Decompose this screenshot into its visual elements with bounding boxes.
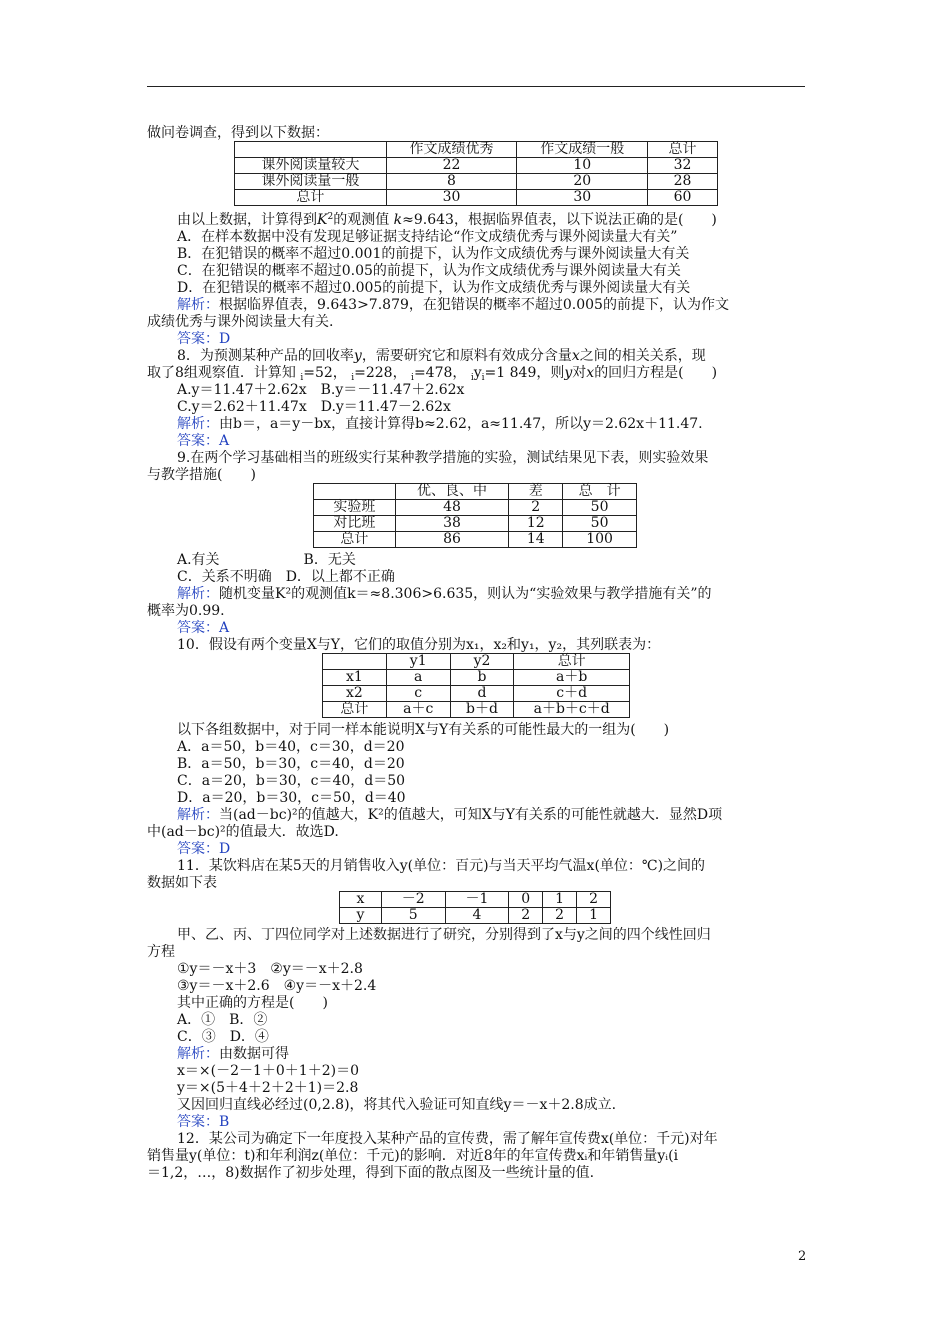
table-cell: 总计: [648, 142, 718, 158]
table-cell: 38: [395, 516, 509, 532]
table-cell: d: [450, 686, 514, 702]
table-cell: y2: [450, 654, 514, 670]
table-cell: x2: [323, 686, 387, 702]
q7-option-b: B．在犯错误的概率不超过0.001的前提下，认为作文成绩优秀与课外阅读量大有关: [177, 246, 690, 262]
table-cell: 0: [509, 892, 543, 908]
table-cell: 总 计: [563, 484, 637, 500]
q11-options-ab: A．① B．②: [177, 1012, 268, 1028]
table-cell: 总计: [314, 532, 396, 548]
table-cell: c＋d: [514, 686, 630, 702]
table-cell: 50: [563, 516, 637, 532]
table-cell: 差: [509, 484, 563, 500]
table-row: [314, 500, 637, 516]
q10-solution-cont: 中(ad－bc)²的值最大．故选D.: [147, 824, 339, 840]
table-cell: 2: [509, 500, 563, 516]
page-number: 2: [798, 1249, 807, 1264]
q8-stem-cont: 取了8组观察值．计算知 $_i$=52， $_i$=228， $_i$=478， $_iy_i=1$ 849，则y对x的回归方程是( ): [147, 365, 718, 383]
q7-option-a: A．在样本数据中没有发现足够证据支持结论“作文成绩优秀与课外阅读量大有关”: [177, 229, 678, 245]
q10-option-a: A．a＝50，b＝40，c＝30，d＝20: [177, 739, 405, 755]
table-cell: 10: [517, 158, 648, 174]
table-cell: 课外阅读量较大: [235, 158, 387, 174]
q7-stem: 由以上数据，计算得到$K^2$的观测值 k≈9.643，根据临界值表，以下说法正确的是( ): [177, 212, 717, 228]
table-header-row: [314, 484, 637, 500]
table-cell: b＋d: [450, 702, 514, 718]
table-cell: [235, 142, 387, 158]
table-cell: －1: [445, 892, 509, 908]
contingency-table: [322, 653, 630, 718]
table-cell: a: [386, 670, 450, 686]
table-cell: y1: [386, 654, 450, 670]
table-cell: 50: [563, 500, 637, 516]
table-cell: 22: [386, 158, 517, 174]
q10-question: 以下各组数据中，对于同一样本能说明X与Y有关系的可能性最大的一组为( ): [177, 722, 670, 738]
q9-stem-cont: 与教学措施( ): [147, 467, 256, 483]
q8-stem: 8．为预测某种产品的回收率y，需要研究它和原料有效成分含量x之间的相关关系，现: [177, 348, 706, 364]
q9-answer: 答案：A: [177, 620, 230, 636]
table-cell: 12: [509, 516, 563, 532]
table-cell: 14: [509, 532, 563, 548]
q10-option-c: C．a＝20，b＝30，c＝40，d＝50: [177, 773, 406, 789]
table-cell: x1: [323, 670, 387, 686]
table-cell: 60: [648, 190, 718, 206]
q7-option-d: D．在犯错误的概率不超过0.005的前提下，认为作文成绩优秀与课外阅读量大有关: [177, 280, 691, 296]
header-rule: [147, 86, 805, 87]
table-cell: 32: [648, 158, 718, 174]
q8-answer: 答案：A: [177, 433, 230, 449]
table-cell: 2: [577, 892, 611, 908]
table-cell: b: [450, 670, 514, 686]
q10-solution: 解析：当(ad－bc)²的值越大，K²的值越大，可知X与Y有关系的可能性就越大．显然D项: [177, 807, 723, 823]
table-row: [340, 892, 611, 908]
table-cell: －2: [381, 892, 445, 908]
q10-answer: 答案：D: [177, 841, 231, 857]
q11-stem-cont: 数据如下表: [147, 875, 217, 891]
q11-solution-y: y＝×(5＋4＋2＋2＋1)＝2.8: [177, 1080, 359, 1096]
table-cell: 总计: [514, 654, 630, 670]
q9-options-ab: A.有关 B．无关: [177, 552, 356, 568]
table-cell: 作文成绩优秀: [386, 142, 517, 158]
table-cell: y: [340, 908, 382, 924]
table-row: [235, 174, 718, 190]
q9-options-cd: C．关系不明确 D．以上都不正确: [177, 569, 395, 585]
sales-temperature-table: [339, 891, 611, 924]
table-cell: x: [340, 892, 382, 908]
table-cell: 对比班: [314, 516, 396, 532]
table-cell: a＋c: [386, 702, 450, 718]
q9-solution: 解析：随机变量K²的观测值k＝≈8.306>6.635，则认为“实验效果与教学措施有关”的: [177, 586, 712, 602]
table-row: [323, 702, 630, 718]
table-cell: 20: [517, 174, 648, 190]
table-cell: 100: [563, 532, 637, 548]
table-cell: 2: [509, 908, 543, 924]
table-cell: 1: [577, 908, 611, 924]
table-cell: 28: [648, 174, 718, 190]
table-cell: 总计: [235, 190, 387, 206]
table-cell: a＋b＋c＋d: [514, 702, 630, 718]
q10-option-b: B．a＝50，b＝30，c＝40，d＝20: [177, 756, 405, 772]
table-cell: [314, 484, 396, 500]
q9-solution-cont: 概率为0.99.: [147, 603, 225, 619]
q10-option-d: D．a＝20，b＝30，c＝50，d＝40: [177, 790, 406, 806]
q11-stem: 11．某饮料店在某5天的月销售收入y(单位：百元)与当天平均气温x(单位：℃)之间的: [177, 858, 706, 874]
table-cell: 实验班: [314, 500, 396, 516]
q9-stem: 9.在两个学习基础相当的班级实行某种教学措施的实验，测试结果见下表，则实验效果: [177, 450, 709, 466]
q8-options-cd: C.y＝2.62＋11.47x D.y＝11.47－2.62x: [177, 399, 451, 415]
table-cell: 4: [445, 908, 509, 924]
table-row: [314, 516, 637, 532]
table-cell: 30: [386, 190, 517, 206]
table-header-row: [323, 654, 630, 670]
q11-solution-x: x＝×(－2－1＋0＋1＋2)＝0: [177, 1063, 359, 1079]
table-cell: 优、良、中: [395, 484, 509, 500]
table-cell: 86: [395, 532, 509, 548]
intro-text: 做问卷调查，得到以下数据：: [147, 125, 329, 141]
table-row: [235, 190, 718, 206]
table-cell: 课外阅读量一般: [235, 174, 387, 190]
table-row: [235, 158, 718, 174]
table-cell: 总计: [323, 702, 387, 718]
table-cell: c: [386, 686, 450, 702]
table-header-row: [235, 142, 718, 158]
table-row: [314, 532, 637, 548]
table-row: [323, 670, 630, 686]
table-cell: a＋b: [514, 670, 630, 686]
q7-option-c: C．在犯错误的概率不超过0.05的前提下，认为作文成绩优秀与课外阅读量大有关: [177, 263, 681, 279]
q12-stem: 12．某公司为确定下一年度投入某种产品的宣传费，需了解年宣传费x(单位：千元)对年: [177, 1131, 718, 1147]
q11-equations-12: ①y＝－x＋3 ②y＝－x＋2.8: [177, 961, 363, 977]
q7-answer: 答案：D: [177, 331, 231, 347]
table-cell: 1: [543, 892, 577, 908]
reading-score-table: [234, 141, 718, 206]
table-cell: 2: [543, 908, 577, 924]
table-cell: 30: [517, 190, 648, 206]
q10-stem: 10．假设有两个变量X与Y，它们的取值分别为x₁，x₂和y₁，y₂，其列联表为：: [177, 637, 661, 653]
table-cell: 作文成绩一般: [517, 142, 648, 158]
teaching-experiment-table: [313, 483, 637, 548]
q11-solution-conclusion: 又因回归直线必经过(0,2.8)，将其代入验证可知直线y＝－x＋2.8成立.: [177, 1097, 617, 1113]
q12-stem-cont2: ＝1,2，…，8)数据作了初步处理，得到下面的散点图及一些统计量的值.: [147, 1165, 595, 1181]
table-cell: 48: [395, 500, 509, 516]
table-cell: 5: [381, 908, 445, 924]
q7-solution-cont: 成绩优秀与课外阅读量大有关.: [147, 314, 334, 330]
table-cell: 8: [386, 174, 517, 190]
table-cell: [323, 654, 387, 670]
q8-options-ab: A.y＝11.47＋2.62x B.y＝－11.47＋2.62x: [177, 382, 465, 398]
q11-options-cd: C．③ D．④: [177, 1029, 269, 1045]
q11-research-cont: 方程: [147, 944, 175, 960]
q8-solution: 解析：由b＝，a＝y－bx，直接计算得b≈2.62，a≈11.47，所以y＝2.62x＋11.47.: [177, 416, 703, 432]
q11-research: 甲、乙、丙、丁四位同学对上述数据进行了研究，分别得到了x与y之间的四个线性回归: [177, 927, 711, 943]
q11-equations-34: ③y＝－x＋2.6 ④y＝－x＋2.4: [177, 978, 377, 994]
q11-answer: 答案：B: [177, 1114, 230, 1130]
q7-solution: 解析：根据临界值表，9.643>7.879，在犯错误的概率不超过0.005的前提下，认为作文: [177, 297, 729, 313]
q11-solution: 解析：由数据可得: [177, 1046, 289, 1062]
table-row: [323, 686, 630, 702]
q11-question: 其中正确的方程是( ): [177, 995, 328, 1011]
q12-stem-cont: 销售量y(单位：t)和年利润z(单位：千元)的影响．对近8年的年宣传费xᵢ和年销售量yᵢ(i: [147, 1148, 679, 1164]
table-row: [340, 908, 611, 924]
